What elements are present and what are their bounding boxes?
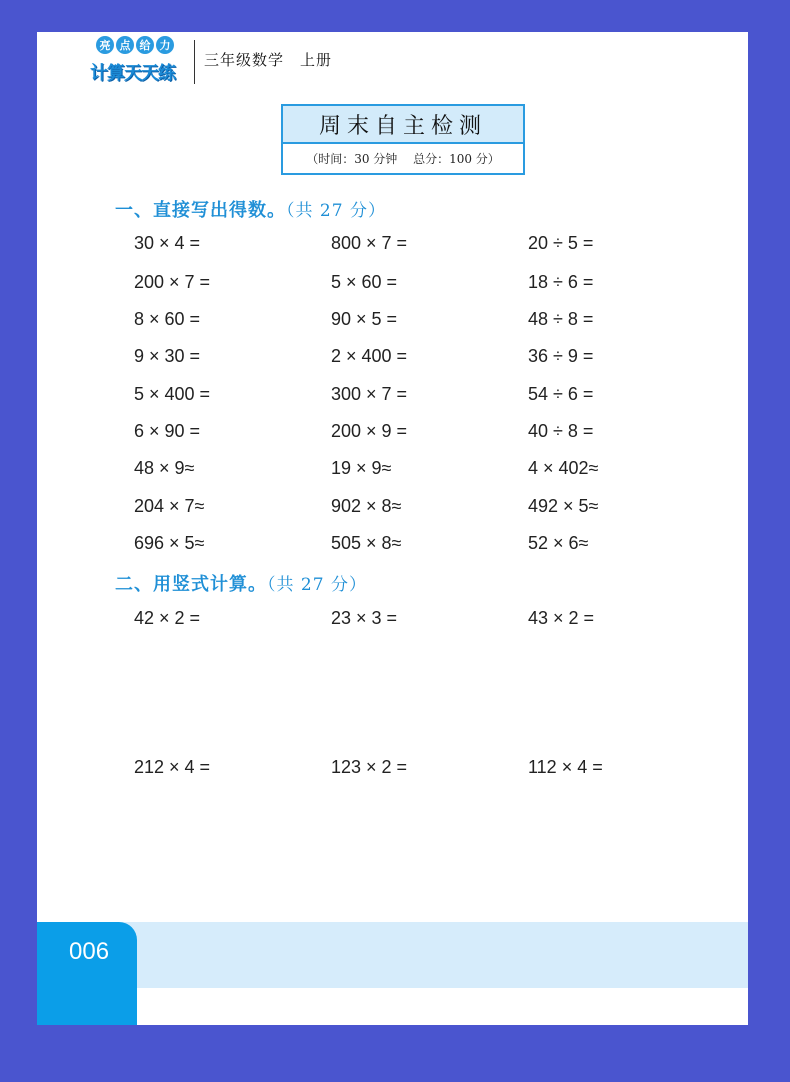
logo-badge: 力 — [156, 36, 174, 54]
math-problem: 43 × 2 = — [528, 608, 595, 628]
math-problem: 9 × 30 = — [134, 346, 201, 366]
math-problem: 6 × 90 = — [134, 421, 201, 441]
math-problem: 19 × 9≈ — [331, 458, 392, 478]
math-problem: 300 × 7 = — [331, 384, 408, 404]
worksheet-page — [37, 32, 748, 1025]
math-problem: 200 × 9 = — [331, 421, 408, 441]
math-problem: 42 × 2 = — [134, 608, 201, 628]
math-problem: 52 × 6≈ — [528, 533, 589, 553]
math-problem: 20 ÷ 5 = — [528, 233, 594, 253]
section-2-title: 二、用竖式计算。 — [115, 574, 267, 595]
math-problem: 902 × 8≈ — [331, 496, 402, 516]
logo-badge: 给 — [136, 36, 154, 54]
book-title: 三年级数学 上册 — [204, 51, 333, 69]
footer-band — [37, 922, 748, 988]
math-problem: 696 × 5≈ — [134, 533, 205, 553]
test-title: 周末自主检测 — [283, 106, 523, 144]
math-problem: 8 × 60 = — [134, 309, 201, 329]
math-problem: 36 ÷ 9 = — [528, 346, 594, 366]
math-problem: 212 × 4 = — [134, 757, 211, 777]
math-problem: 48 ÷ 8 = — [528, 309, 594, 329]
math-problem: 112 × 4 = — [528, 757, 603, 777]
logo-badges — [96, 36, 174, 54]
math-problem: 54 ÷ 6 = — [528, 384, 594, 404]
section-1-heading — [115, 196, 386, 222]
test-info: （时间：30 分钟 总分：100 分） — [306, 152, 500, 166]
math-problem: 800 × 7 = — [331, 233, 408, 253]
logo-badge: 点 — [116, 36, 134, 54]
header-divider — [194, 40, 195, 84]
brand-logo — [90, 36, 194, 86]
math-problem: 505 × 8≈ — [331, 533, 402, 553]
math-problem: 5 × 400 = — [134, 384, 211, 404]
logo-badge: 亮 — [96, 36, 114, 54]
math-problem: 4 × 402≈ — [528, 458, 599, 478]
math-problem: 90 × 5 = — [331, 309, 398, 329]
section-2-heading — [115, 570, 367, 596]
logo-wordmark: 计算天天练 — [90, 63, 175, 84]
section-1-title: 一、直接写出得数。 — [115, 200, 286, 221]
math-problem: 48 × 9≈ — [134, 458, 195, 478]
page-number: 006 — [69, 938, 110, 965]
math-problem: 5 × 60 = — [331, 272, 398, 292]
math-problem: 18 ÷ 6 = — [528, 272, 594, 292]
math-problem: 204 × 7≈ — [134, 496, 205, 516]
test-title-box — [281, 104, 525, 175]
math-problem: 492 × 5≈ — [528, 496, 599, 516]
section-2-points: （共 27 分） — [267, 575, 367, 595]
math-problem: 200 × 7 = — [134, 272, 211, 292]
math-problem: 30 × 4 = — [134, 233, 201, 253]
math-problem: 23 × 3 = — [331, 608, 398, 628]
page-number-tab — [37, 922, 137, 1025]
section-1-points: （共 27 分） — [286, 201, 386, 221]
math-problem: 2 × 400 = — [331, 346, 408, 366]
math-problem: 40 ÷ 8 = — [528, 421, 594, 441]
math-problem: 123 × 2 = — [331, 757, 408, 777]
